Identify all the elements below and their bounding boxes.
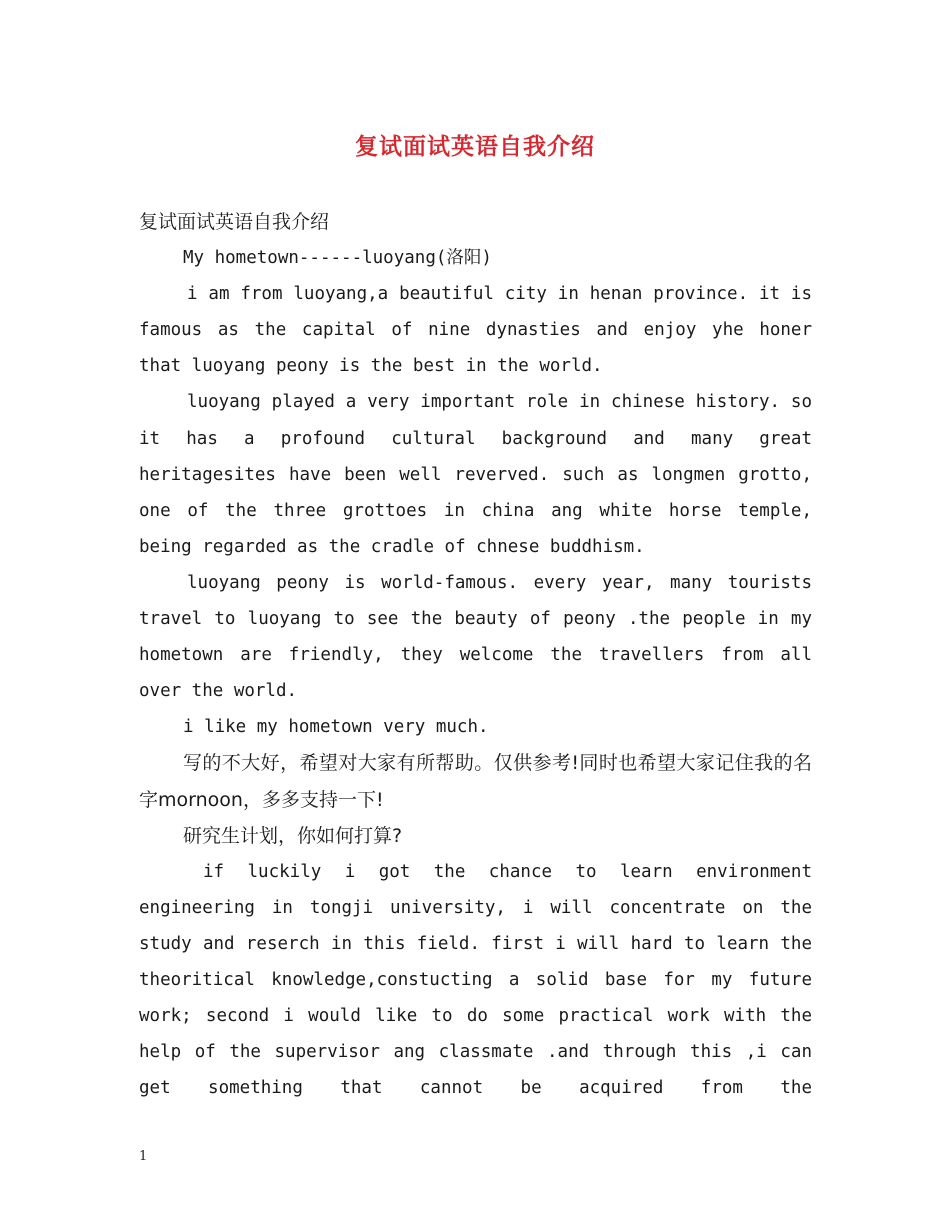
paragraph-plan: if luckily i got the chance to learn environment engineering in tongji university, i will concentrate on the study and reserch in this field. first i will hard to learn the theoritical knowledge,constucting a solid base for my future work; second i would like to do some practical work with the help of the supervisor ang classmate .and through this ,i can get something that cannot be acquired from the (139, 861, 812, 1099)
paragraph-intro: i am from luoyang,a beautiful city in henan province. it is famous as the capital of nine dynasties and enjoy yhe honer that luoyang peony is the best in the world. (139, 284, 812, 377)
paragraph-note: 写的不大好，希望对大家有所帮助。仅供参考!同时也希望大家记住我的名字mornoon，多多支持一下! (139, 752, 812, 811)
section-heading: 复试面试英语自我介绍 (139, 211, 330, 233)
question-heading: 研究生计划，你如何打算? (183, 824, 403, 847)
paragraph-history: luoyang played a very important role in chinese history. so it has a profound cultural background and many great heritagesites have been well reverved. such as longmen grotto, one of the three grottoes in china ang white horse temple, being regarded as the cradle of chnese buddhism. (139, 392, 812, 557)
subheading-hometown: My hometown------luoyang(洛阳) (183, 248, 492, 269)
paragraph-closing: i like my hometown very much. (183, 717, 489, 738)
document-title: 复试面试英语自我介绍 (355, 134, 595, 160)
paragraph-peony: luoyang peony is world-famous. every year, many tourists travel to luoyang to see the beauty of peony .the people in my hometown are friendly, they welcome the travellers from all over the world. (139, 572, 812, 702)
page-number: 1 (139, 1149, 148, 1164)
document-body (139, 204, 812, 1106)
